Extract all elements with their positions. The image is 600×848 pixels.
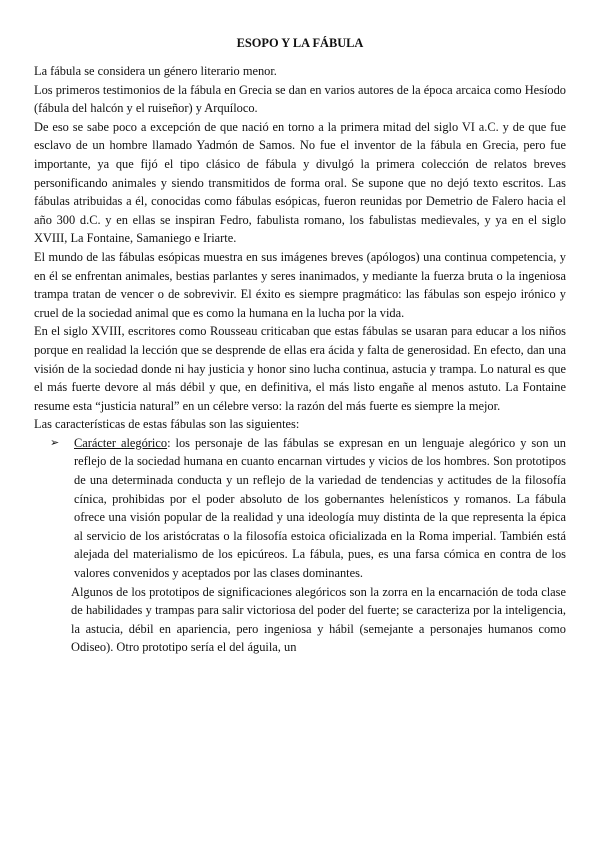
paragraph-intro: La fábula se considera un género literario menor. (34, 64, 277, 78)
paragraph-mundo-fabulas: El mundo de las fábulas esópicas muestra en sus imágenes breves (apólogos) una continua competencia, y en él se enfrentan animales, bestias parlantes y seres inanimados, y mediante la fuerza bruta o la ingeniosa trampa tratan de vencer o de sobrevivir. El éxito es siempre pragmático: las fábulas son espejo irónico y cruel de la sociedad animal que es como la humana en la lucha por la vida. (34, 249, 566, 320)
arrow-bullet-icon: ➢ (50, 435, 60, 449)
paragraph-esopo: De eso se sabe poco a excepción de que nació en torno a la primera mitad del siglo VI a.C. y de que fue esclavo de un hombre llamado Yadmón de Samos. No fue el inventor de la fábula en Grecia, pero fue importante, ya que fijó el tipo clásico de fábula y divulgó la primera colección de relatos breves personificando animales y siendo transmitidos de forma oral. Se supone que no dejó texto escritos. Las fábulas atribuidas a él, conocidas como fábulas esópicas, fueron reunidas por Demetrio de Falero hacia el año 300 d.C. y en ellas se inspiran Fedro, fabulista romano, los fabulistas medievales, y ya en el siglo XVIII, La Fontaine, Samaniego e Iriarte. (34, 119, 566, 246)
term-caracter-alegorico: Carácter alegórico (74, 435, 168, 450)
list-item-text: : los personaje de las fábulas se expresan en un lenguaje alegórico y son un reflejo de la sociedad humana en cuanto encarnan virtudes y vicios de los hombres. Son prototipos de una determinada conducta y un reflejo de la variedad de tendencias y actitudes de la filosofía cínica, prohibidas por el poder absoluto de los gobernantes helenísticos y romanos. La fábula ofrece una visión popular de la realidad y una ideología muy distinta de la que representa la épica al servicio de los aristócratas o la filosofía estoica oficializada en la Roma imperial. También está alejada del materialismo de los epicúreos. La fábula, pues, es una farsa cómica en contra de los valores convenidos y aceptados por las clases dominantes. (74, 435, 566, 581)
paragraph-siglo-xviii: En el siglo XVIII, escritores como Rousseau criticaban que estas fábulas se usaran para educar a los niños porque en realidad la lección que se desprende de ellas era ácida y falta de generosidad. En efecto, dan una visión de la sociedad donde ni hay justicia y honor sino lucha continua, astucia y trampa. Lo natural es que el más fuerte devore al más débil y que, en definitiva, el más listo engañe al menos astuto. La Fontaine resume esta “justicia natural” en un célebre verso: la razón del más fuerte es siempre la mejor. (34, 324, 566, 413)
characteristics-list (34, 434, 566, 583)
list-item (34, 434, 566, 583)
paragraph-prototipos: Algunos de los prototipos de significaciones alegóricos son la zorra en la encarnación de toda clase de habilidades y trampas para salir victoriosa del poder del fuerte; se caracteriza por la inteligencia, la astucia, débil en apariencia, pero ingeniosa y hábil (semejante a personajes humanos como Odiseo). Otro prototipo sería el del águila, un (71, 584, 566, 655)
page-title: ESOPO Y LA FÁBULA (236, 36, 364, 50)
document-body (34, 62, 566, 657)
paragraph-testimonios: Los primeros testimonios de la fábula en Grecia se dan en varios autores de la época arcaica como Hesíodo (fábula del halcón y el ruiseñor) y Arquíloco. (34, 82, 566, 116)
paragraph-caracteristicas-intro: Las características de estas fábulas son las siguientes: (34, 417, 300, 432)
